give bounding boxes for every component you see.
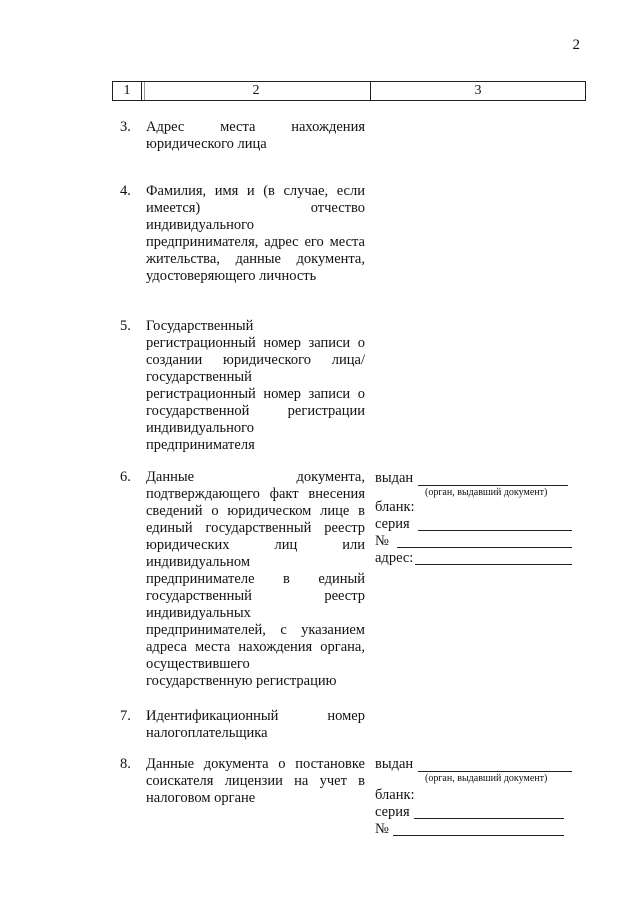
issued-label: выдан bbox=[375, 756, 414, 772]
address-label: адрес: bbox=[375, 550, 414, 566]
text-line: государственный реестр bbox=[146, 588, 365, 604]
issued-field[interactable] bbox=[418, 771, 572, 772]
item-4-text bbox=[146, 183, 365, 285]
text-line: государственной регистрации bbox=[146, 403, 365, 419]
text-line: Данные документа, bbox=[146, 469, 365, 485]
column-header-table bbox=[112, 81, 586, 101]
text-line: создании юридического лица/ bbox=[146, 352, 365, 368]
series-label: серия bbox=[375, 804, 410, 820]
number-label: № bbox=[375, 821, 389, 837]
item-5-number: 5. bbox=[120, 318, 131, 334]
issuer-caption: (орган, выдавший документ) bbox=[425, 487, 548, 498]
item-3-text bbox=[146, 119, 365, 153]
text-line: соискателя лицензии на учет в bbox=[146, 773, 365, 789]
issued-field[interactable] bbox=[418, 485, 568, 486]
text-line: предпринимателей, с указанием bbox=[146, 622, 365, 638]
text-line: сведений о юридическом лице в bbox=[146, 503, 365, 519]
item-8-number: 8. bbox=[120, 756, 131, 772]
series-label: серия bbox=[375, 516, 410, 532]
text-line: подтверждающего факт внесения bbox=[146, 486, 365, 502]
issuer-caption: (орган, выдавший документ) bbox=[425, 773, 548, 784]
text-line: регистрационный номер записи о bbox=[146, 335, 365, 351]
text-line: налогоплательщика bbox=[146, 725, 268, 741]
item-3-number: 3. bbox=[120, 119, 131, 135]
form-label: бланк: bbox=[375, 499, 415, 515]
column-header-2: 2 bbox=[252, 83, 260, 98]
item-6-number: 6. bbox=[120, 469, 131, 485]
text-line: адреса места нахождения органа, bbox=[146, 639, 365, 655]
text-line: регистрационный номер записи о bbox=[146, 386, 365, 402]
item-5-text bbox=[146, 318, 365, 454]
page-number: 2 bbox=[572, 37, 580, 53]
text-line: индивидуального bbox=[146, 420, 254, 436]
item-7-text bbox=[146, 708, 365, 742]
text-line: индивидуальном bbox=[146, 554, 251, 570]
issued-label: выдан bbox=[375, 470, 414, 486]
text-line: индивидуальных bbox=[146, 605, 251, 621]
text-line: налоговом органе bbox=[146, 790, 256, 806]
column-header-3: 3 bbox=[474, 83, 482, 98]
text-line: предпринимателя bbox=[146, 437, 255, 453]
item-6-text bbox=[146, 469, 365, 690]
text-line: Государственный bbox=[146, 318, 254, 334]
text-line: государственную регистрацию bbox=[146, 673, 337, 689]
text-line: государственный bbox=[146, 369, 252, 385]
text-line: жительства, данные документа, bbox=[146, 251, 365, 267]
text-line: юридического лица bbox=[146, 136, 267, 152]
text-line: предпринимателя, адрес его места bbox=[146, 234, 365, 250]
number-label: № bbox=[375, 533, 389, 549]
form-label: бланк: bbox=[375, 787, 415, 803]
item-4-number: 4. bbox=[120, 183, 131, 199]
text-line: имеется) отчество bbox=[146, 200, 365, 216]
item-8-text bbox=[146, 756, 365, 807]
series-field[interactable] bbox=[418, 530, 572, 531]
text-line: индивидуального bbox=[146, 217, 254, 233]
number-field[interactable] bbox=[397, 547, 572, 548]
text-line: Фамилия, имя и (в случае, если bbox=[146, 183, 365, 199]
text-line: предпринимателе в единый bbox=[146, 571, 365, 587]
text-line: единый государственный реестр bbox=[146, 520, 365, 536]
column-header-1: 1 bbox=[123, 83, 131, 98]
text-line: Адрес места нахождения bbox=[146, 119, 365, 135]
item-7-number: 7. bbox=[120, 708, 131, 724]
text-line: осуществившего bbox=[146, 656, 250, 672]
text-line: юридических лиц или bbox=[146, 537, 365, 553]
text-line: удостоверяющего личность bbox=[146, 268, 317, 284]
address-field[interactable] bbox=[415, 564, 572, 565]
number-field[interactable] bbox=[393, 835, 564, 836]
text-line: Данные документа о постановке bbox=[146, 756, 365, 772]
text-line: Идентификационный номер bbox=[146, 708, 365, 724]
series-field[interactable] bbox=[414, 818, 564, 819]
